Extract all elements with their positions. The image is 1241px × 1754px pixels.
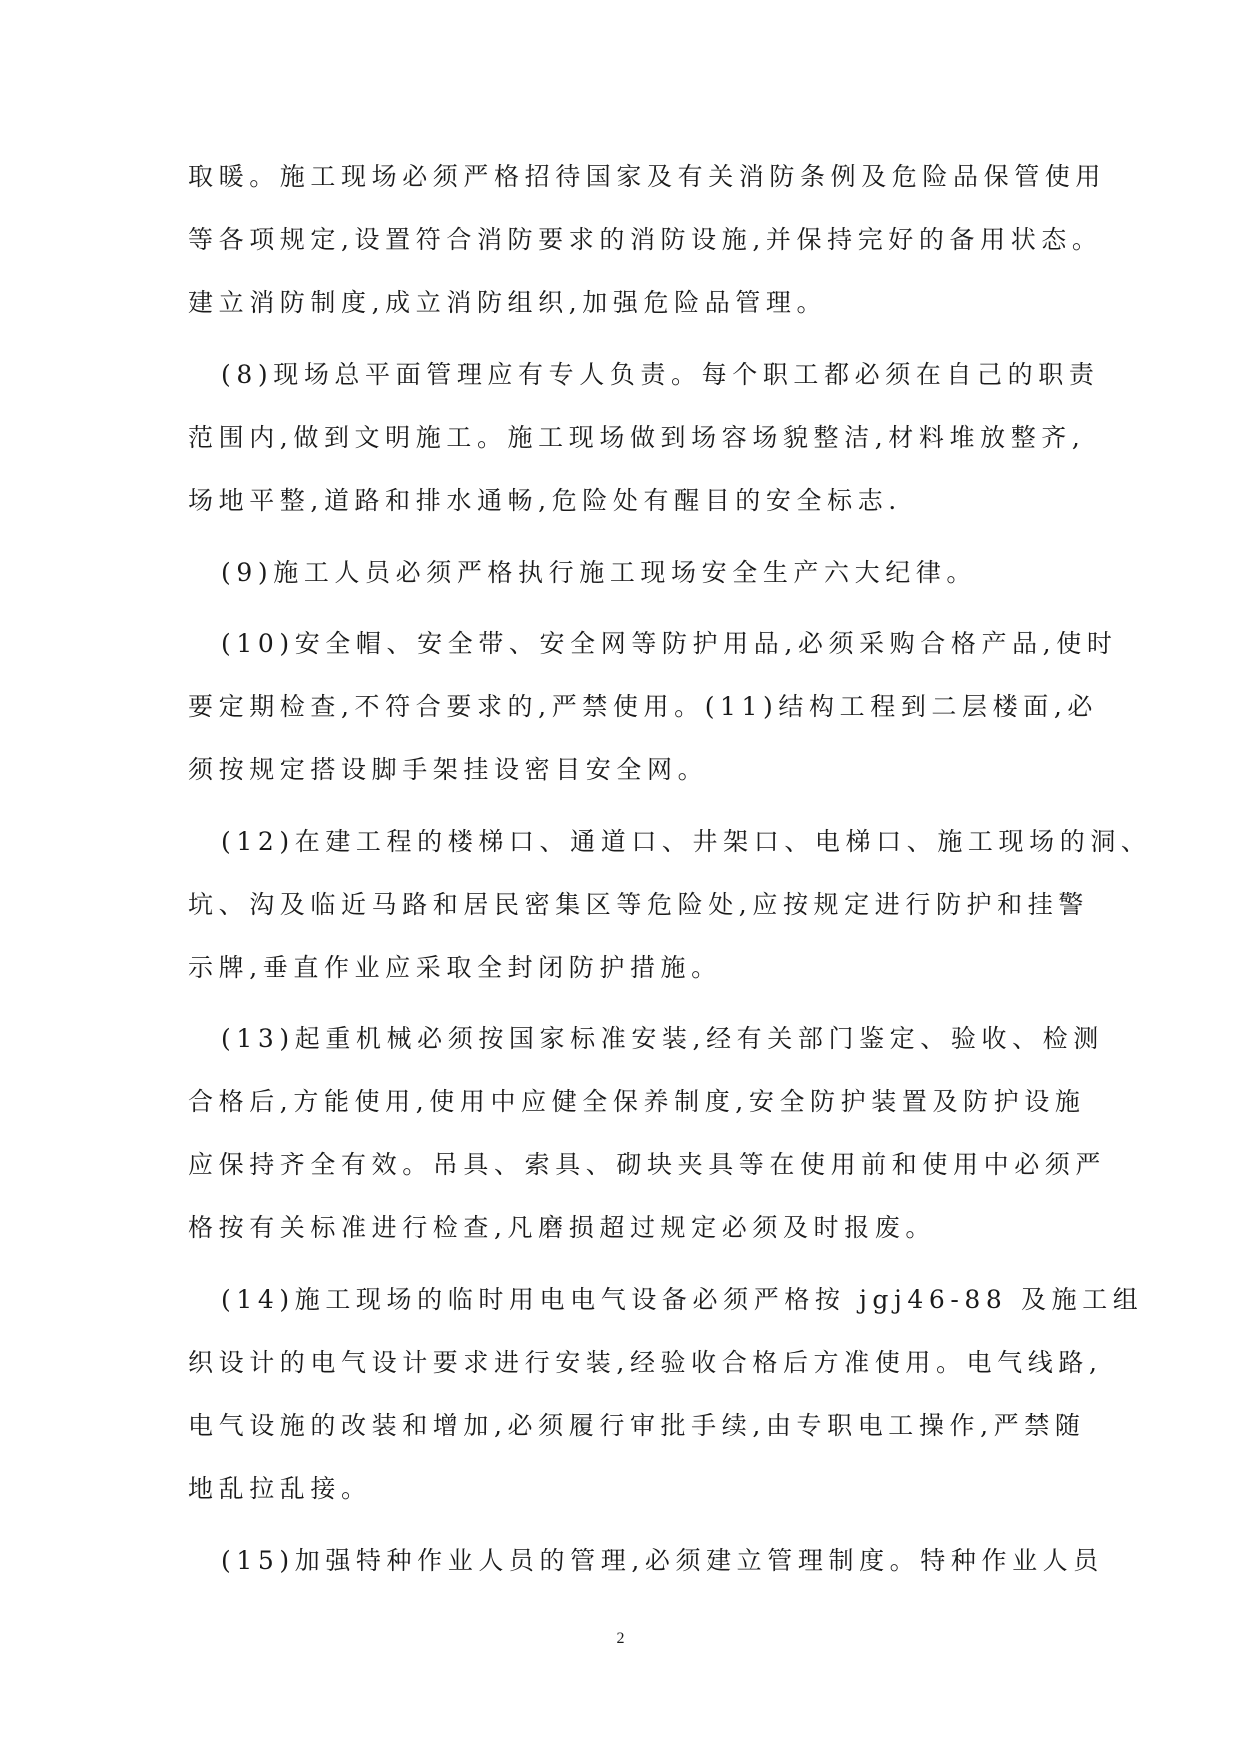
text-line: 取暖。施工现场必须严格招待国家及有关消防条例及危险品保管使用 (188, 162, 1107, 191)
text-line: 场地平整,道路和排水通畅,危险处有醒目的安全标志. (188, 486, 902, 515)
text-line: 坑、沟及临近马路和居民密集区等危险处,应按规定进行防护和挂警 (188, 890, 1089, 919)
text-line: 合格后,方能使用,使用中应健全保养制度,安全防护装置及防护设施 (188, 1087, 1086, 1116)
page-number: 2 (616, 1630, 625, 1647)
paragraph-start-line: (14)施工现场的临时用电电气设备必须严格按 jgj46-88 及施工组 (221, 1285, 1144, 1314)
text-line: 要定期检查,不符合要求的,严禁使用。(11)结构工程到二层楼面,必 (188, 692, 1098, 721)
text-line: 等各项规定,设置符合消防要求的消防设施,并保持完好的备用状态。 (188, 225, 1103, 254)
paragraph-start-line: (13)起重机械必须按国家标准安装,经有关部门鉴定、验收、检测 (221, 1024, 1104, 1053)
text-line: 示牌,垂直作业应采取全封闭防护措施。 (188, 953, 722, 982)
text-line: 格按有关标准进行检查,凡磨损超过规定必须及时报废。 (188, 1213, 936, 1242)
text-line: 须按规定搭设脚手架挂设密目安全网。 (188, 755, 709, 784)
paragraph-start-line: (8)现场总平面管理应有专人负责。每个职工都必须在自己的职责 (221, 360, 1100, 389)
text-line: 建立消防制度,成立消防组织,加强危险品管理。 (188, 288, 828, 317)
paragraph-start-line: (12)在建工程的楼梯口、通道口、井架口、电梯口、施工现场的洞、 (221, 827, 1152, 856)
text-line: 范围内,做到文明施工。施工现场做到场容场貌整洁,材料堆放整齐, (188, 423, 1086, 452)
text-line: 织设计的电气设计要求进行安装,经验收合格后方准使用。电气线路, (188, 1348, 1103, 1377)
text-line: 电气设施的改装和增加,必须履行审批手续,由专职电工操作,严禁随 (188, 1411, 1086, 1440)
text-line: 应保持齐全有效。吊具、索具、砌块夹具等在使用前和使用中必须严 (188, 1150, 1107, 1179)
paragraph-start-line: (10)安全帽、安全带、安全网等防护用品,必须采购合格产品,使时 (221, 629, 1118, 658)
paragraph-start-line: (15)加强特种作业人员的管理,必须建立管理制度。特种作业人员 (221, 1546, 1104, 1575)
text-line: 地乱拉乱接。 (188, 1474, 372, 1503)
paragraph-start-line: (9)施工人员必须严格执行施工现场安全生产六大纪律。 (221, 558, 978, 587)
